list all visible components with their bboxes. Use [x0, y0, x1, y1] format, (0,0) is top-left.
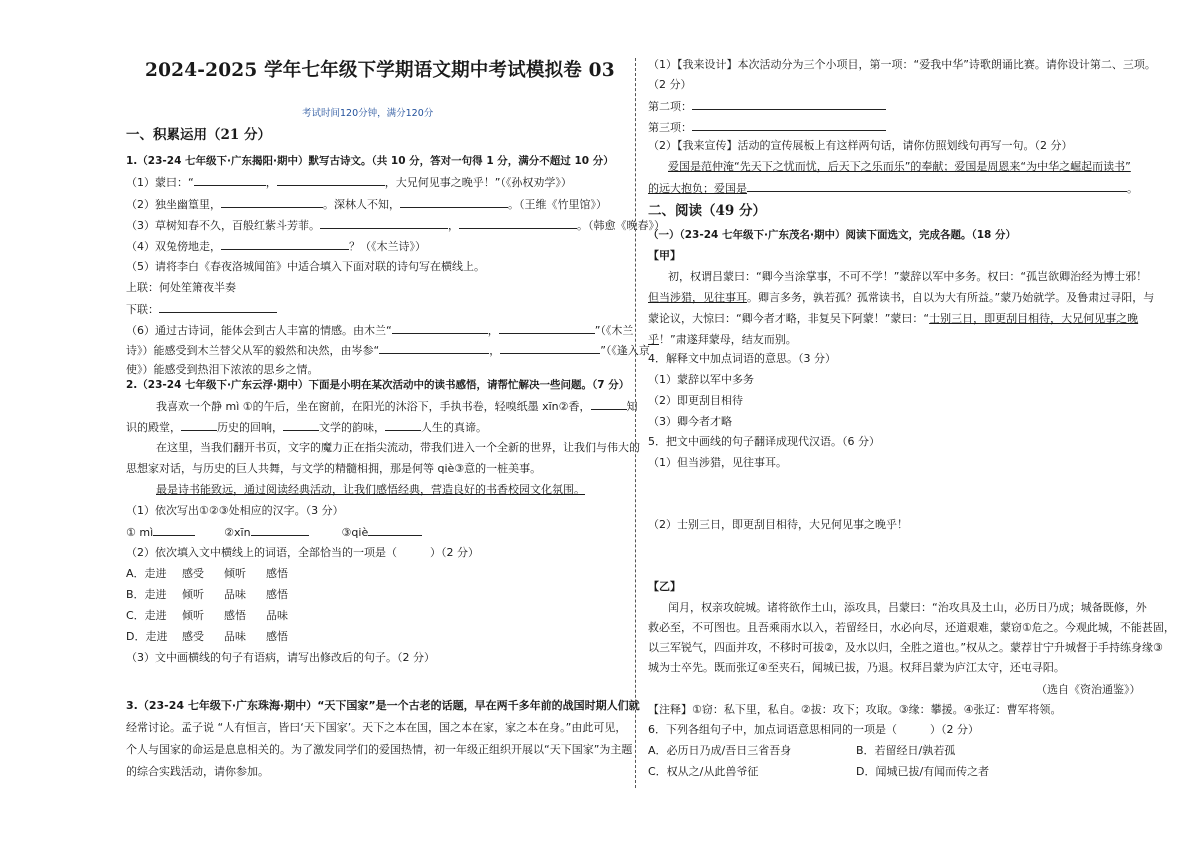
column-divider: [635, 58, 636, 788]
couplet-upper: 上联：何处笙箫夜半奏: [126, 281, 236, 294]
passage-paragraph-2-line1: 在这里，当我们翻开书页，文字的魔力正在指尖流动，带我们进入一个全新的世界，让我们与伟大的: [156, 441, 640, 454]
answer-blank[interactable]: [221, 239, 349, 250]
passage-text: 我喜欢一个静 mì ①的午后，坐在窗前，在阳光的沐浴下，手执书卷，轻嗅纸墨 xīn②香，: [156, 400, 591, 413]
passage-text: 人生的真谛。: [421, 421, 487, 434]
passage-text: 识的殿堂，: [126, 421, 181, 434]
answer-blank[interactable]: [277, 175, 385, 186]
reading-part-1: （一）（23-24 七年级下·广东茂名·期中）阅读下面选文，完成各题。（18 分）: [648, 229, 1016, 241]
q1-3-text-a: （3）草树知春不久，百般红紫斗芳菲。: [126, 219, 320, 232]
jia-line-4: [648, 333, 797, 347]
question-3-line3: 个人与国家的命运是息息相关的。为了激发同学们的爱国热情，初一年级正组织开展以“天下国家”为主题: [126, 743, 633, 756]
annotation-note: 【注释】①窃：私下里，私自。②拔：攻下；攻取。③缘：攀援。④张辽：曹军将领。: [648, 703, 1062, 716]
option-c[interactable]: [126, 609, 288, 623]
passage-label-jia: 【甲】: [648, 249, 681, 262]
yi-line-3: 以三军锐气，四面并攻，不移时可拔②，及水以归，全胜之道也。”权从之。蒙荐甘宁升城督于手持练身缘③: [648, 641, 1163, 654]
option-b-word-4: 感悟: [266, 588, 288, 601]
passage-source: （选自《资治通鉴》）: [1036, 683, 1141, 696]
model-sentence-end: 的远大抱负；爱国是: [648, 182, 747, 195]
underlined-phrase-2: 士别三日，即更刮目相待，大兄何见事之晚: [929, 312, 1139, 325]
jia-text: 蒙论议，大惊曰：“卿今者才略，非复吴下阿蒙！”蒙曰：“: [648, 312, 930, 325]
q1-6-text-c: ”（《木兰: [594, 324, 634, 337]
option-c-word-4: 品味: [266, 609, 288, 622]
exam-subtitle: 考试时间120分钟，满分120分: [302, 108, 434, 119]
section-heading-2: 二、阅读（49 分）: [648, 203, 766, 219]
question-1: 1.（23-24 七年级下·广东揭阳·期中）默写古诗文。（共 10 分，答对一句得 1 分，满分不超过 10 分）: [126, 155, 614, 167]
option-b-word-3: 品味: [224, 588, 246, 601]
option-b-word-2: 倾听: [182, 588, 204, 601]
answer-blank[interactable]: [500, 343, 600, 354]
q2-sub-1-blanks: [126, 525, 422, 540]
answer-blank[interactable]: [251, 525, 309, 536]
q1-3-text-b: ，: [448, 219, 459, 232]
jia-line-3: [648, 312, 1138, 326]
question-4: 4．解释文中加点词语的意思。（3 分）: [648, 352, 836, 365]
yi-line-4: 城为士卒先。既而张辽④至夹石，闻城已拔，乃退。权拜吕蒙为庐江太守，还屯寻阳。: [648, 661, 1065, 674]
q1-4-text-b: ？（《木兰诗》）: [349, 240, 426, 253]
option-a-word-3: 倾听: [224, 567, 246, 580]
blank-label-2: ②xīn: [224, 526, 251, 539]
underlined-phrase-1: 但当涉猎，见往事耳: [648, 291, 747, 304]
option-d-word-1: D．走进: [126, 630, 168, 643]
passage-text: 文学的韵味，: [319, 421, 385, 434]
q1-item-5: （5）请将李白《春夜洛城闻笛》中适合填入下面对联的诗句写在横线上。: [126, 260, 485, 273]
question-5: 5．把文中画线的句子翻译成现代汉语。（6 分）: [648, 435, 880, 448]
q1-2-text-c: 。（王维《竹里馆》）: [508, 198, 607, 211]
q1-item-3: [126, 218, 665, 233]
q1-4-text-a: （4）双兔傍地走，: [126, 240, 221, 253]
answer-blank[interactable]: [385, 420, 421, 431]
option-b[interactable]: [126, 588, 288, 602]
q1-item-6-line1: [126, 323, 633, 338]
question-3-line2: 经常讨论。孟子说 “人有恒言，皆曰‘天下国家’。天下之本在国，国之本在家，家之本在身。”由此可见，: [126, 721, 627, 734]
q1-item-1: [126, 175, 572, 190]
q1-1-text-a: （1）蒙曰：“: [126, 176, 194, 189]
q2-sub-3: （3）文中画横线的句子有语病，请写出修改后的句子。（2 分）: [126, 651, 435, 664]
q1-3-text-c: 。（韩愈《晚春》）: [577, 219, 665, 232]
question-2: 2.（23-24 七年级下·广东云浮·期中）下面是小明在某次活动中的读书感悟，请帮忙解决一些问题。（7 分）: [126, 379, 630, 391]
q4-item-2: （2）即更刮目相待: [648, 394, 743, 407]
third-item-label: 第三项：: [648, 121, 692, 134]
option-d-word-4: 感悟: [266, 630, 288, 643]
section-heading-1: 一、积累运用（21 分）: [126, 127, 271, 143]
answer-blank[interactable]: [692, 99, 886, 110]
q2-sub-1: （1）依次写出①②③处相应的汉字。（3 分）: [126, 504, 344, 517]
q1-6-text-d: 诗》）能感受到木兰替父从军的毅然和决然，由岑参“: [126, 344, 380, 357]
q5-item-1: （1）但当涉猎，见往事耳。: [648, 456, 787, 469]
option-d-word-3: 品味: [224, 630, 246, 643]
q1-item-6-line3: 使》）能感受到热泪下浓浓的思乡之情。: [126, 363, 319, 376]
q1-item-4: [126, 239, 426, 254]
passage-paragraph-2-line2: 思想家对话，与历史的巨人共舞，与文学的精髓相拥，那是何等 qiè③意的一桩美事。: [126, 462, 542, 475]
answer-blank[interactable]: [283, 420, 319, 431]
answer-blank[interactable]: [194, 175, 266, 186]
answer-blank[interactable]: [153, 525, 195, 536]
option-a-word-2: 感受: [182, 567, 204, 580]
page-title: 2024-2025 学年七年级下学期语文期中考试模拟卷 03: [145, 60, 615, 81]
q5-item-2: （2）士别三日，即更刮目相待，大兄何见事之晚乎！: [648, 518, 908, 531]
blank-label-1: ① mì: [126, 526, 154, 539]
passage-paragraph-1-line2: [126, 420, 487, 435]
period: 。: [1127, 182, 1138, 195]
q1-1-text-b: ，: [265, 176, 277, 189]
answer-blank[interactable]: [459, 218, 577, 229]
jia-text: 。卿言多务，孰若孤？孤常读书，自以为大有所益。”蒙乃始就学。及鲁肃过寻阳，与: [747, 291, 1155, 304]
option-d[interactable]: [126, 630, 288, 644]
q6-option-c[interactable]: C．权从之/从此兽爷征: [648, 765, 759, 778]
jia-line-2: [648, 291, 1154, 305]
q1-1-text-c: ，大兄何见事之晚乎！”（《孙权劝学》）: [384, 176, 572, 189]
third-item-line: [648, 120, 886, 135]
jia-line-1: 初，权谓吕蒙曰：“卿今当涂掌事，不可不学！”蒙辞以军中多务。权曰：“孤岂欲卿治经为博士邪！: [668, 270, 1148, 283]
option-c-word-3: 感悟: [224, 609, 246, 622]
option-c-word-1: C．走进: [126, 609, 167, 622]
option-a[interactable]: [126, 567, 288, 581]
couplet-lower-label: 下联：: [126, 303, 159, 316]
answer-blank[interactable]: [392, 323, 488, 334]
q4-item-1: （1）蒙辞以军中多务: [648, 373, 754, 386]
answer-blank[interactable]: [221, 197, 323, 208]
q1-6-text-e: ，: [489, 344, 501, 357]
option-a-word-1: A．走进: [126, 567, 167, 580]
answer-blank[interactable]: [692, 120, 886, 131]
r-q1-line2: （2 分）: [648, 78, 692, 91]
question-3-text: 3.（23-24 七年级下·广东珠海·期中）“天下国家”是一个古老的话题，早在两千多年前的战国时期人们就: [126, 699, 640, 712]
q1-6-text-b: ，: [487, 324, 499, 337]
option-a-word-4: 感悟: [266, 567, 288, 580]
second-item-label: 第二项：: [648, 100, 692, 113]
yi-line-2: 救必至，不可图也。且吾乘雨水以入，若留经日，水必向尽，还道艰难，蒙窃①危之。今观此城，不能甚固，: [648, 621, 1175, 634]
answer-blank[interactable]: [320, 218, 448, 229]
q1-item-2: [126, 197, 607, 212]
q1-2-text-a: （2）独坐幽篁里，: [126, 198, 221, 211]
r-q1-line1: （1）【我来设计】本次活动分为三个小项目，第一项：“爱我中华”诗歌朗诵比赛。请你设计第二、三项。: [648, 58, 1156, 71]
q6-option-a[interactable]: A．必历日乃成/吾日三省吾身: [648, 744, 792, 757]
question-3-line1: [126, 699, 640, 713]
answer-blank[interactable]: [591, 399, 627, 410]
option-b-word-1: B．走进: [126, 588, 167, 601]
q1-item-6-line2: [126, 343, 650, 358]
answer-blank[interactable]: [181, 420, 217, 431]
q1-6-text-f: ”（《逢入京: [600, 344, 650, 357]
second-item-line: [648, 99, 886, 114]
underlined-model-sentence: 爱国是范仲淹“先天下之忧而忧，后天下之乐而乐”的奉献；爱国是周恩来“为中华之崛起而读书”: [668, 160, 1131, 173]
q2-sub-2: （2）依次填入文中横线上的词语，全部恰当的一项是（ ）（2 分）: [126, 546, 479, 559]
blank-label-3: ③qiè: [341, 526, 369, 539]
answer-blank[interactable]: [159, 302, 277, 313]
underlined-phrase-2-end: 乎: [648, 333, 659, 346]
question-3-line4: 的综合实践活动，请你参加。: [126, 765, 269, 778]
question-6: 6．下列各组句子中，加点词语意思相同的一项是（ ）（2 分）: [648, 723, 979, 736]
option-d-word-2: 感受: [182, 630, 204, 643]
answer-blank[interactable]: [368, 525, 422, 536]
r-q2: （2）【我来宣传】活动的宣传展板上有这样两句话，请你仿照划线句再写一句。（2 分）: [648, 139, 1073, 152]
yi-line-1: 闰月，权亲攻皖城。诸将欲作土山，添攻具，吕蒙曰：“治攻具及土山，必历日乃成；城备既修，外: [668, 601, 1147, 614]
answer-blank[interactable]: [747, 181, 1127, 192]
option-c-word-2: 倾听: [182, 609, 204, 622]
passage-label-yi: 【乙】: [648, 580, 681, 593]
couplet-lower: [126, 302, 277, 317]
jia-text: ！”肃遂拜蒙母，结友而别。: [659, 333, 797, 346]
passage-text: 知: [626, 400, 638, 413]
q6-option-b[interactable]: B．若留经日/孰若孤: [856, 744, 956, 757]
q1-6-text-a: （6）通过古诗词，能体会到古人丰富的情感。由木兰“: [126, 324, 392, 337]
q6-option-d[interactable]: D．闻城已拔/有闻而传之者: [856, 765, 990, 778]
q4-item-3: （3）卿今者才略: [648, 415, 732, 428]
answer-blank[interactable]: [499, 323, 595, 334]
imitation-line: [648, 181, 1138, 196]
passage-text: 历史的回响，: [217, 421, 283, 434]
passage-paragraph-1-line1: [156, 399, 638, 414]
underlined-sentence: 最是诗书能致远，通过阅读经典活动，让我们感悟经典，营造良好的书香校园文化氛围。: [156, 483, 585, 496]
answer-blank[interactable]: [400, 197, 508, 208]
q1-2-text-b: 。深林人不知，: [323, 198, 400, 211]
answer-blank[interactable]: [379, 343, 489, 354]
